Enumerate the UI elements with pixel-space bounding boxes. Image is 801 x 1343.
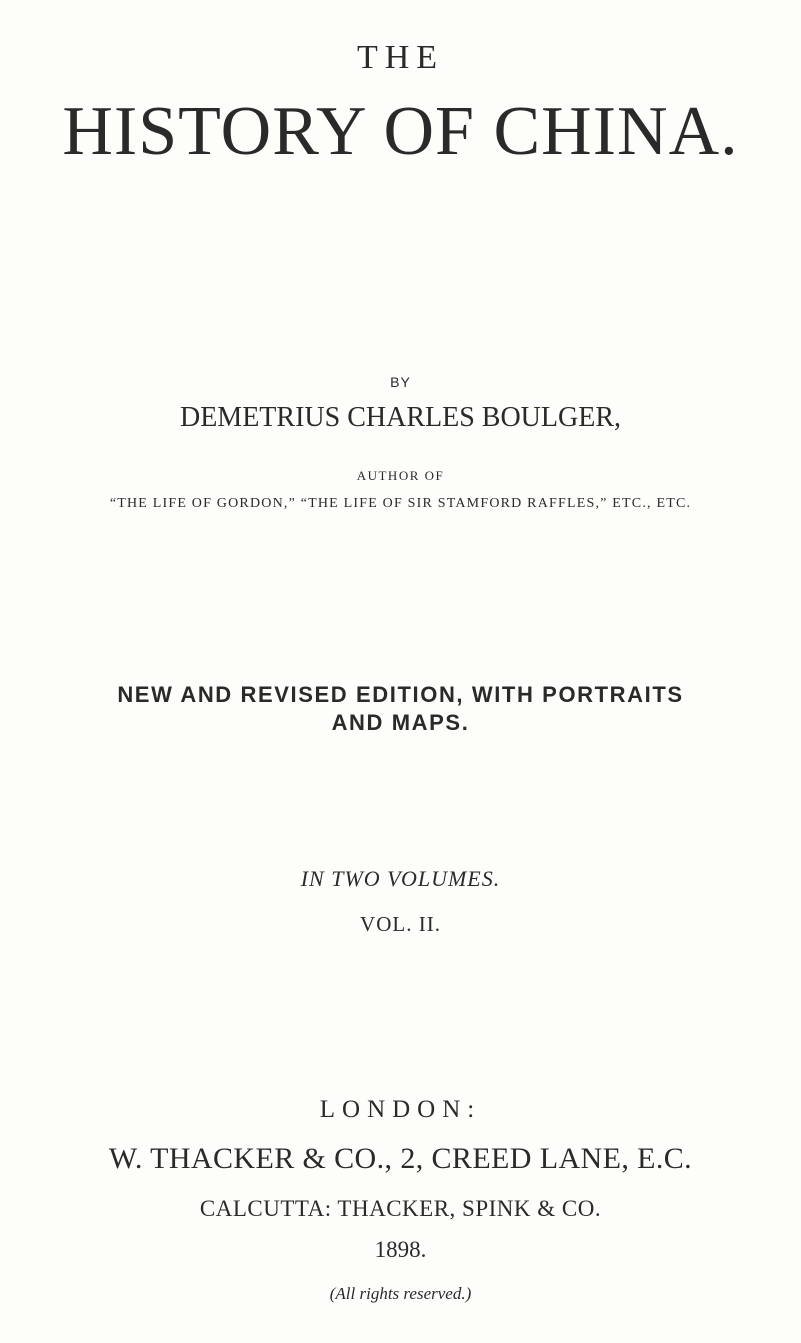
book-title: HISTORY OF CHINA. [62,93,739,170]
publication-city: LONDON: [319,1096,482,1123]
publication-year: 1898. [374,1237,427,1262]
title-prefix: THE [356,39,445,76]
calcutta-publisher: CALCUTTA: THACKER, SPINK & CO. [199,1196,602,1221]
volume-number: VOL. II. [360,912,441,936]
other-works: “THE LIFE OF GORDON,” “THE LIFE OF SIR STAMFORD RAFFLES,” ETC., ETC. [109,496,692,511]
by-label: BY [390,374,411,390]
edition-note-line-2: AND MAPS. [331,710,470,735]
author-of-label: AUTHOR OF [356,468,445,483]
edition-note-line-1: NEW AND REVISED EDITION, WITH PORTRAITS [117,682,684,707]
rights-notice: (All rights reserved.) [329,1284,472,1303]
publisher-address: W. THACKER & CO., 2, CREED LANE, E.C. [108,1142,693,1175]
author-name: DEMETRIUS CHARLES BOULGER, [179,402,621,433]
volumes-note: IN TWO VOLUMES. [300,866,501,891]
